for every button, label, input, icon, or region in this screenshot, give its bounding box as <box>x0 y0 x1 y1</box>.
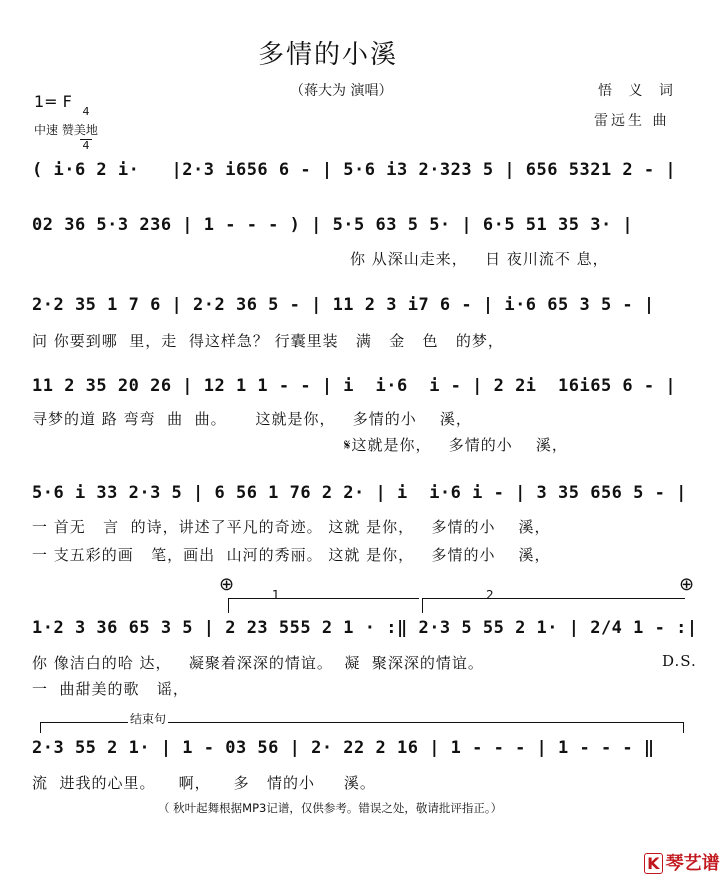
lyrics-row-6-verse-2: 一 曲甜美的歌 谣， <box>32 680 189 698</box>
score-row-6: 1·2 3 36 65 3 5 | 2 23 555 2 1 · :‖ 2·3 5 55 2 1· | 2/4 1 - :| <box>32 618 698 638</box>
score-row-1: ( i·6 2 i· |2·3 i656 6 - | 5·6 i3 2·323 5 | 656 5321 2 - | <box>32 160 677 180</box>
performer-credit: （蒋大为 演唱） <box>290 83 393 99</box>
volta-label-1: 1 <box>272 588 280 602</box>
lyrics-row-4-verse-1: 寻梦的道 路 弯弯 曲 曲。 这就是你， 多情的小 溪， <box>32 410 472 428</box>
time-signature-top: 4 <box>82 105 90 118</box>
lyrics-row-2: 你 从深山走来， 日 夜川流不 息， <box>350 250 609 268</box>
lyrics-row-5-verse-1: 一 首无 言 的诗，讲述了平凡的奇迹。 这就 是你， 多情的小 溪， <box>32 518 551 536</box>
lyrics-row-7: 流 进我的心里。 啊， 多 情的小 溪。 <box>32 774 376 792</box>
coda-symbol-right: ⊕ <box>679 574 695 595</box>
tempo-marking: 中速 赞美地 <box>34 123 98 137</box>
lyrics-row-3: 问 你要到哪 里，走 得这样急？ 行囊里装 满 金 色 的梦， <box>32 332 504 350</box>
ending-label: 结束句 <box>130 712 167 726</box>
score-row-2: 02 36 5·3 236 | 1 - - - ) | 5·5 63 5 5· | 6·5 51 35 3· | <box>32 215 634 235</box>
score-row-7: 2·3 55 2 1· | 1 - 03 56 | 2· 22 2 16 | 1 - - - | 1 - - - ‖ <box>32 738 655 758</box>
score-row-3: 2·2 35 1 7 6 | 2·2 36 5 - | 11 2 3 i7 6 - | i·6 65 3 5 - | <box>32 295 655 315</box>
score-row-5: 5·6 i 33 2·3 5 | 6 56 1 76 2 2· | i i·6 i - | 3 35 656 5 - | <box>32 483 687 503</box>
logo-icon: K <box>644 853 662 874</box>
volta-bracket-2 <box>422 598 685 613</box>
coda-symbol-left: ⊕ <box>219 574 235 595</box>
site-logo <box>634 830 720 875</box>
lyrics-row-5-verse-2: 一 支五彩的画 笔，画出 山河的秀丽。 这就 是你， 多情的小 溪， <box>32 546 551 564</box>
score-row-4: 11 2 35 20 26 | 12 1 1 - - | i i·6 i - | 2 2i 16i65 6 - | <box>32 376 677 396</box>
transcription-note: （ 秋叶起舞根据MP3记谱，仅供参考。错误之处，敬请批评指正。） <box>158 801 503 815</box>
time-signature-bottom: 4 <box>80 139 92 151</box>
page-title: 多情的小溪 <box>258 40 399 70</box>
key-signature: 1= F <box>34 92 72 111</box>
logo-text: 琴艺谱 <box>665 853 720 874</box>
lyrics-row-4-verse-2: 𝄋这就是你， 多情的小 溪， <box>344 436 568 454</box>
volta-bracket-1 <box>228 598 419 613</box>
dal-segno-marking: D.S. <box>662 652 697 670</box>
volta-label-2: 2 <box>486 588 494 602</box>
lyricist-credit: 悟 义 词 <box>598 83 679 99</box>
composer-credit: 雷远生 曲 <box>594 113 670 129</box>
lyrics-row-6-verse-1: 你 像洁白的哈 达， 凝聚着深深的情谊。 凝 聚深深的情谊。 <box>32 654 484 672</box>
